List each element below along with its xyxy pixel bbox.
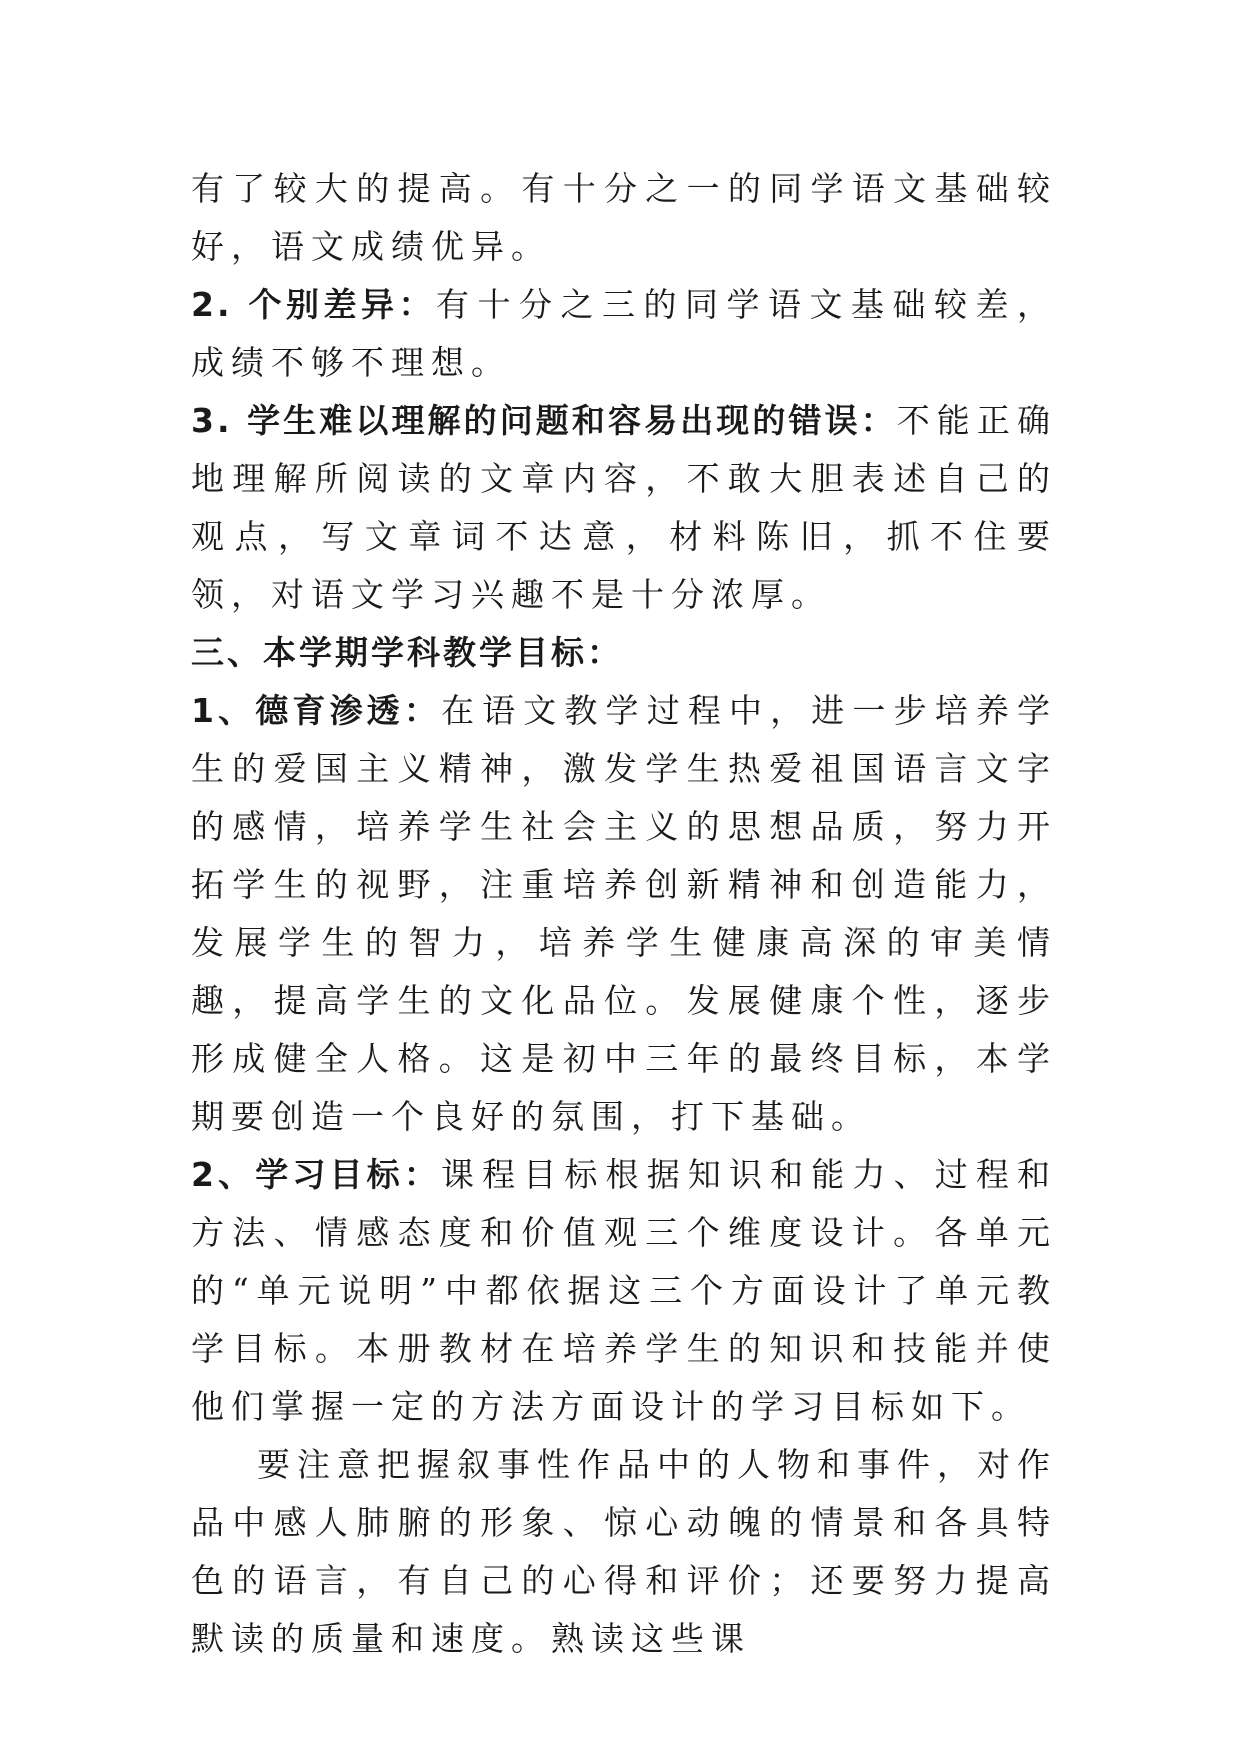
- paragraph-lead: 3. 学生难以理解的问题和容易出现的错误：: [191, 401, 897, 440]
- paragraph-text: 课程目标根据知识和能力、过程和方法、情感态度和价值观三个维度设计。各单元的“单元说明”中都依据这三个方面设计了单元教学目标。本册教材在培养学生的知识和技能并使他们掌握一定的方法方面设计的学习目标如下。: [191, 1155, 1058, 1426]
- paragraph-narrative-works: [191, 1436, 1057, 1668]
- paragraph-improvement: [191, 160, 1057, 276]
- document-body: [191, 160, 1057, 1668]
- paragraph-lead: 1、德育渗透：: [191, 691, 441, 730]
- paragraph-learning-goals: [191, 1146, 1057, 1436]
- paragraph-text: 不能正确地理解所阅读的文章内容，不敢大胆表述自己的观点，写文章词不达意，材料陈旧，抓不住要领，对语文学习兴趣不是十分浓厚。: [191, 401, 1057, 614]
- paragraph-text: 有了较大的提高。有十分之一的同学语文基础较好，语文成绩优异。: [191, 169, 1057, 266]
- paragraph-moral-education: [191, 682, 1057, 1146]
- paragraph-text: 有十分之三的同学语文基础较差，成绩不够不理想。: [191, 285, 1057, 382]
- paragraph-individual-differences: [191, 276, 1057, 392]
- paragraph-learning-difficulties: [191, 392, 1057, 624]
- paragraph-text: 在语文教学过程中，进一步培养学生的爱国主义精神，激发学生热爱祖国语言文字的感情，培养学生社会主义的思想品质，努力开拓学生的视野，注重培养创新精神和创造能力，发展学生的智力，培养学生健康高深的审美情趣，提高学生的文化品位。发展健康个性，逐步形成健全人格。这是初中三年的最终目标，本学期要创造一个良好的氛围，打下基础。: [191, 691, 1058, 1136]
- paragraph-lead: 2. 个别差异：: [191, 285, 436, 324]
- paragraph-lead: 2、学习目标：: [191, 1155, 441, 1194]
- section-heading-teaching-goals: 三、本学期学科教学目标：: [191, 633, 623, 672]
- paragraph-text: 要注意把握叙事性作品中的人物和事件，对作品中感人肺腑的形象、惊心动魄的情景和各具特色的语言，有自己的心得和评价；还要努力提高默读的质量和速度。熟读这些课: [191, 1445, 1057, 1658]
